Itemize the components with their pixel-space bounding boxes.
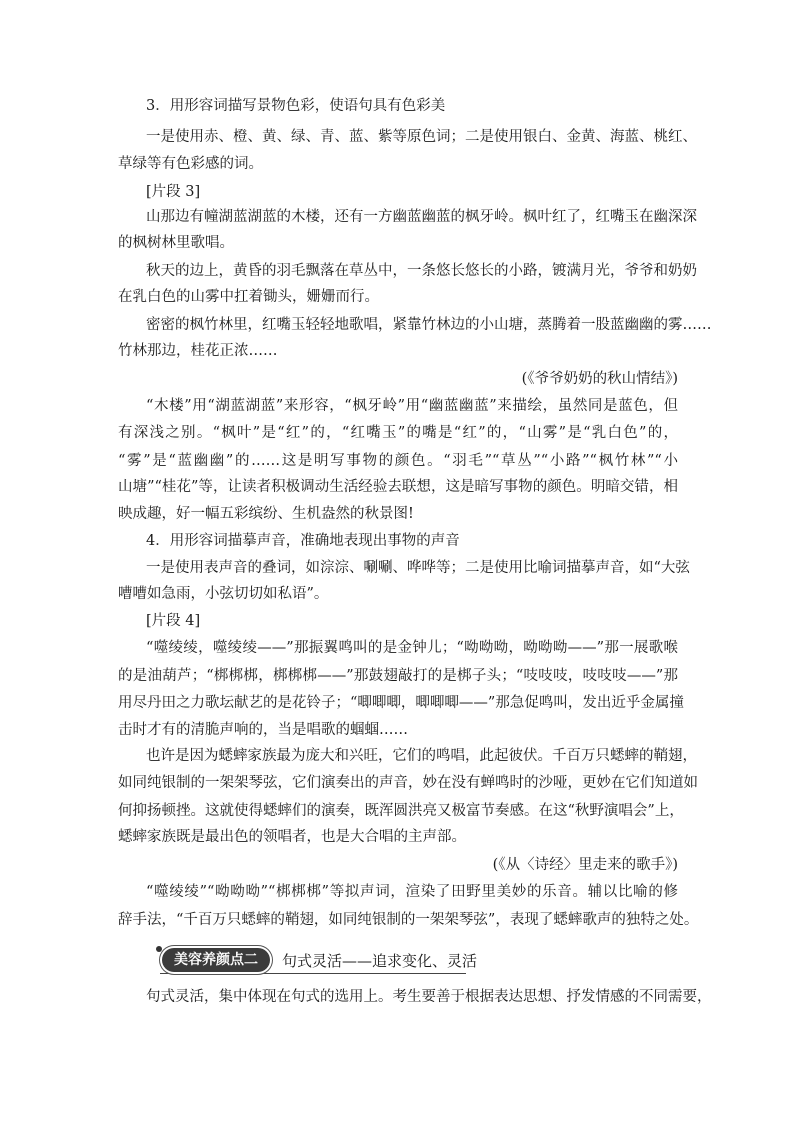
- text-line: 的枫树林里歌唱。: [118, 235, 234, 251]
- section-title: 句式灵活——追求变化、灵活: [282, 952, 478, 970]
- text-line: 竹林那边，桂花正浓……: [118, 343, 278, 359]
- text-line: 一是使用赤、橙、黄、绿、青、蓝、紫等原色词；二是使用银白、金黄、海蓝、桃红、: [146, 129, 697, 145]
- source-citation: (《从〈诗经〉里走来的歌手》): [492, 857, 678, 873]
- heading-3: 3．用形容词描写景物色彩，使语句具有色彩美: [146, 98, 446, 114]
- section-header: [156, 944, 478, 980]
- text-line: 击时才有的清脆声响的，当是唱歌的蝈蝈……: [118, 722, 408, 738]
- header-underline: [160, 973, 466, 974]
- bullet-dot-icon: [156, 946, 162, 952]
- text-line: “噬绫绫”“呦呦呦”“梆梆梆”等拟声词，渲染了田野里美妙的乐音。辅以比喻的修: [146, 884, 678, 900]
- text-line: 映成趣，好一幅五彩缤纷、生机盎然的秋景图!: [118, 506, 414, 522]
- fragment-label: [片段 3]: [146, 184, 201, 200]
- text-line: 一是使用表声音的叠词，如淙淙、唰唰、哗哗等；二是使用比喻词描摹声音，如“大弦: [146, 560, 690, 576]
- fragment-label: [片段 4]: [146, 613, 201, 629]
- text-line: 草绿等有色彩感的词。: [118, 156, 263, 172]
- source-citation: (《爷爷奶奶的秋山情结》): [521, 371, 678, 387]
- text-line: 山塘”“桂花”等，让读者积极调动生活经验去联想，这是暗写事物的颜色。明暗交错，相: [118, 479, 678, 495]
- section-badge: 美容养颜点二: [162, 948, 270, 972]
- text-line: 的是油葫芦；“梆梆梆，梆梆梆——”那鼓翅敲打的是梆子头；“吱吱吱，吱吱吱——”那: [118, 668, 678, 684]
- text-line: 用尽丹田之力歌坛献艺的是花铃子；“唧唧唧，唧唧唧——”那急促鸣叫，发出近乎金属撞: [118, 695, 684, 711]
- text-line: 也许是因为蟋蟀家族最为庞大和兴旺，它们的鸣唱，此起彼伏。千百万只蟋蟀的鞘翅，: [146, 748, 697, 764]
- text-line: “木楼”用“湖蓝湖蓝”来形容，“枫牙岭”用“幽蓝幽蓝”来描绘，虽然同是蓝色，但: [146, 398, 678, 414]
- text-line: “雾”是“蓝幽幽”的……这是明写事物的颜色。“羽毛”“草丛”“小路”“枫竹林”“小: [118, 453, 678, 469]
- heading-4: 4．用形容词描摹声音，准确地表现出事物的声音: [146, 533, 460, 549]
- text-line: 在乳白色的山雾中扛着锄头，姗姗而行。: [118, 289, 379, 305]
- text-line: 如同纯银制的一架架琴弦，它们演奏出的声音，妙在没有蝉鸣时的沙哑，更妙在它们知道如: [118, 775, 698, 791]
- text-line: 有深浅之别。“枫叶”是“红”的，“红嘴玉”的嘴是“红”的，“山雾”是“乳白色”的，: [118, 425, 678, 441]
- text-line: 密密的枫竹林里，红嘴玉轻轻地歌唱，紧靠竹林边的小山塘，蒸腾着一股蓝幽幽的雾……: [146, 317, 712, 333]
- text-line: 秋天的边上，黄昏的羽毛飘落在草丛中，一条悠长悠长的小路，镀满月光，爷爷和奶奶: [146, 263, 697, 279]
- text-line: 辞手法，“千百万只蟋蟀的鞘翅，如同纯银制的一架架琴弦”，表现了蟋蟀歌声的独特之处。: [118, 912, 699, 928]
- text-line: 何抑扬顿挫。这就使得蟋蟀们的演奏，既浑圆洪亮又极富节奏感。在这“秋野演唱会”上，: [118, 803, 684, 819]
- text-line: 嘈嘈如急雨，小弦切切如私语”。: [118, 586, 329, 602]
- text-line: 蟋蟀家族既是最出色的领唱者，也是大合唱的主声部。: [118, 829, 466, 845]
- text-line: 句式灵活，集中体现在句式的选用上。考生要善于根据表达思想、抒发情感的不同需要，: [146, 989, 712, 1005]
- text-line: 山那边有幢湖蓝湖蓝的木楼，还有一方幽蓝幽蓝的枫牙岭。枫叶红了，红嘴玉在幽深深: [146, 209, 697, 225]
- text-line: “噬绫绫，噬绫绫——”那振翼鸣叫的是金钟儿；“呦呦呦，呦呦呦——”那一展歌喉: [146, 640, 678, 656]
